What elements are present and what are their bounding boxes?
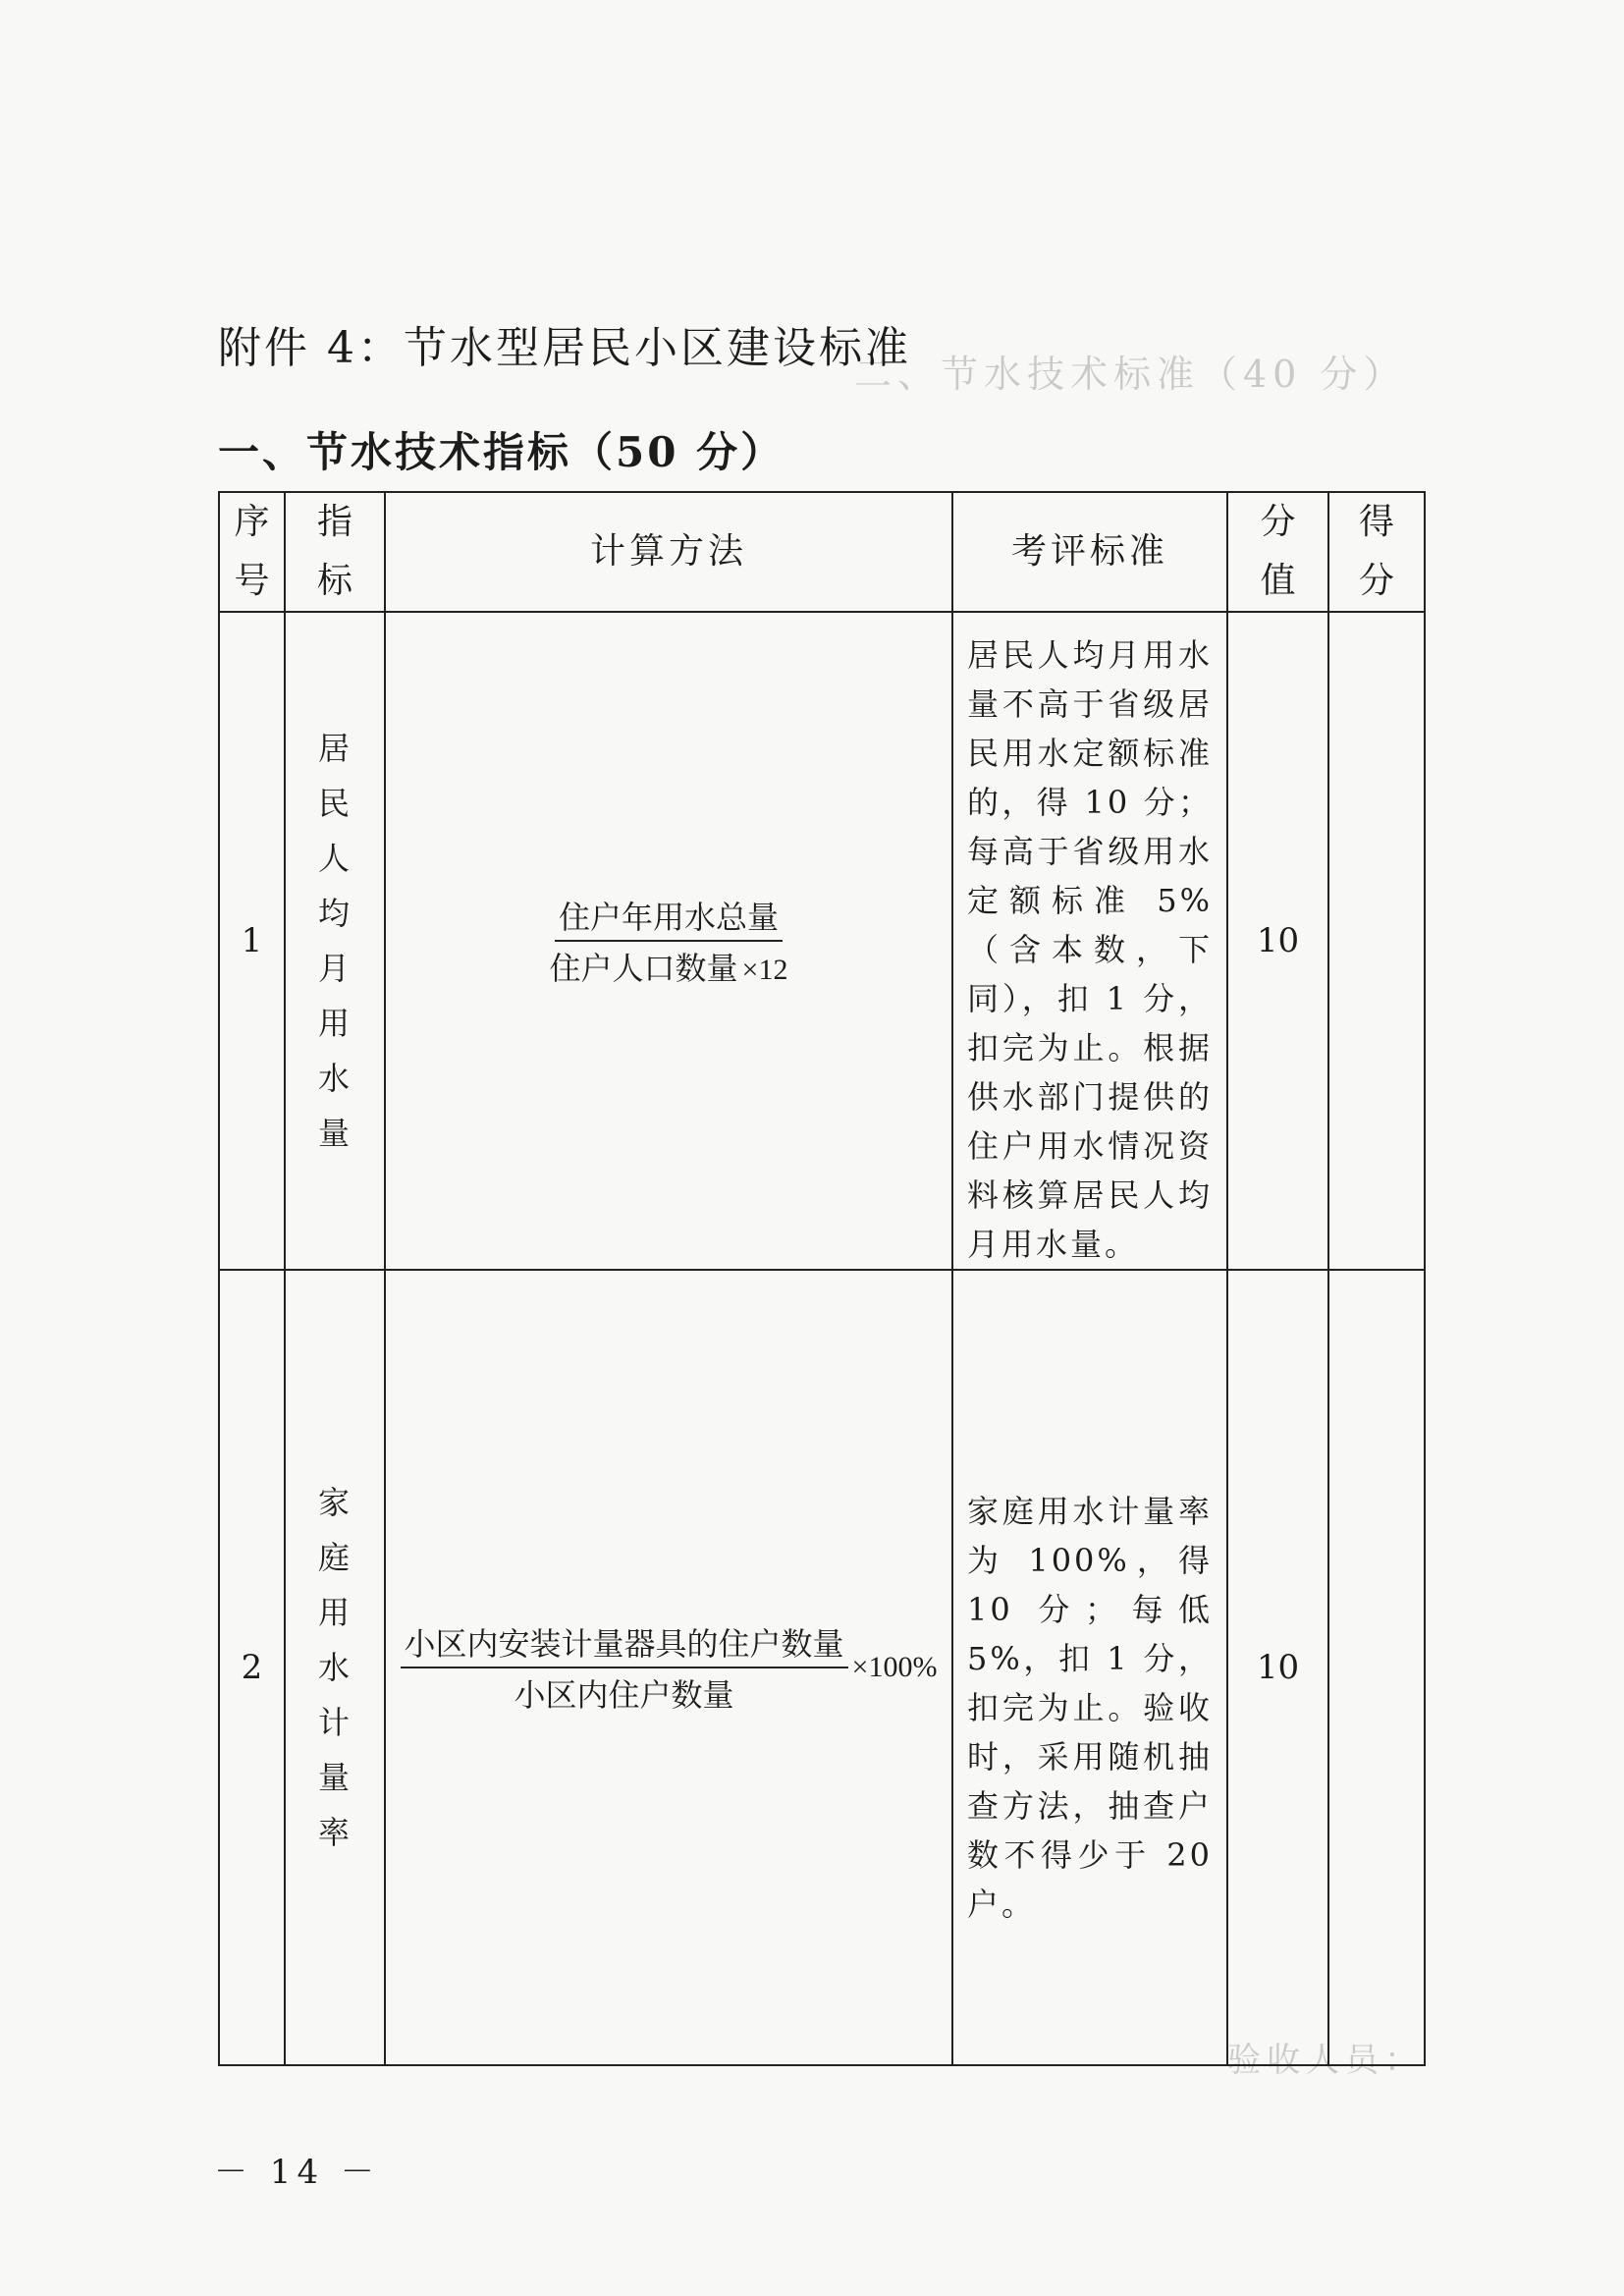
header-got: 得分 bbox=[1328, 492, 1425, 612]
formula-denominator: 住户人口数量 bbox=[549, 951, 738, 986]
row-indicator: 居民人均月用水量 bbox=[285, 612, 385, 1270]
table-header-row bbox=[219, 492, 1425, 612]
bleed-through-heading: 二、节水技术标准（40 分） bbox=[854, 353, 1407, 396]
header-method: 计算方法 bbox=[385, 492, 952, 612]
formula-multiplier: ×12 bbox=[741, 954, 788, 986]
row-formula bbox=[385, 612, 952, 1270]
formula-numerator: 住户年用水总量 bbox=[555, 893, 783, 942]
header-criteria: 考评标准 bbox=[952, 492, 1227, 612]
header-score: 分值 bbox=[1227, 492, 1328, 612]
formula-multiplier: ×100% bbox=[851, 1651, 938, 1683]
row-got bbox=[1328, 612, 1425, 1270]
page-number: － 14 － bbox=[214, 2153, 380, 2192]
row-formula bbox=[385, 1270, 952, 2065]
table-row bbox=[219, 1270, 1425, 2065]
bleed-through-footer: 验收人员： bbox=[1227, 2041, 1424, 2080]
formula-numerator: 小区内安装计量器具的住户数量 bbox=[401, 1619, 848, 1668]
row-got bbox=[1328, 1270, 1425, 2065]
header-indicator: 指标 bbox=[285, 492, 385, 612]
attachment-title: 附件 4：节水型居民小区建设标准 bbox=[218, 323, 911, 373]
formula-denominator: 小区内住户数量 bbox=[514, 1677, 734, 1713]
row-score: 10 bbox=[1227, 612, 1328, 1270]
row-criteria: 居民人均月用水量不高于省级居民用水定额标准的，得 10 分；每高于省级用水定额标准 5%（含本数，下同），扣 1 分，扣完为止。根据供水部门提供的住户用水情况资料核算居民人均月用水量。 bbox=[952, 612, 1227, 1270]
row-seq: 2 bbox=[219, 1270, 285, 2065]
section-title: 一、节水技术指标（50 分） bbox=[218, 428, 785, 476]
table-row bbox=[219, 612, 1425, 1270]
row-score: 10 bbox=[1227, 1270, 1328, 2065]
standards-table bbox=[218, 491, 1426, 2066]
row-indicator: 家庭用水计量率 bbox=[285, 1270, 385, 2065]
header-seq: 序号 bbox=[219, 492, 285, 612]
formula bbox=[401, 1619, 938, 1716]
row-criteria: 家庭用水计量率为 100%，得 10 分；每低 5%，扣 1 分，扣完为止。验收时，采用随机抽查方法，抽查户数不得少于 20 户。 bbox=[952, 1270, 1227, 2065]
row-seq: 1 bbox=[219, 612, 285, 1270]
formula bbox=[550, 893, 788, 989]
